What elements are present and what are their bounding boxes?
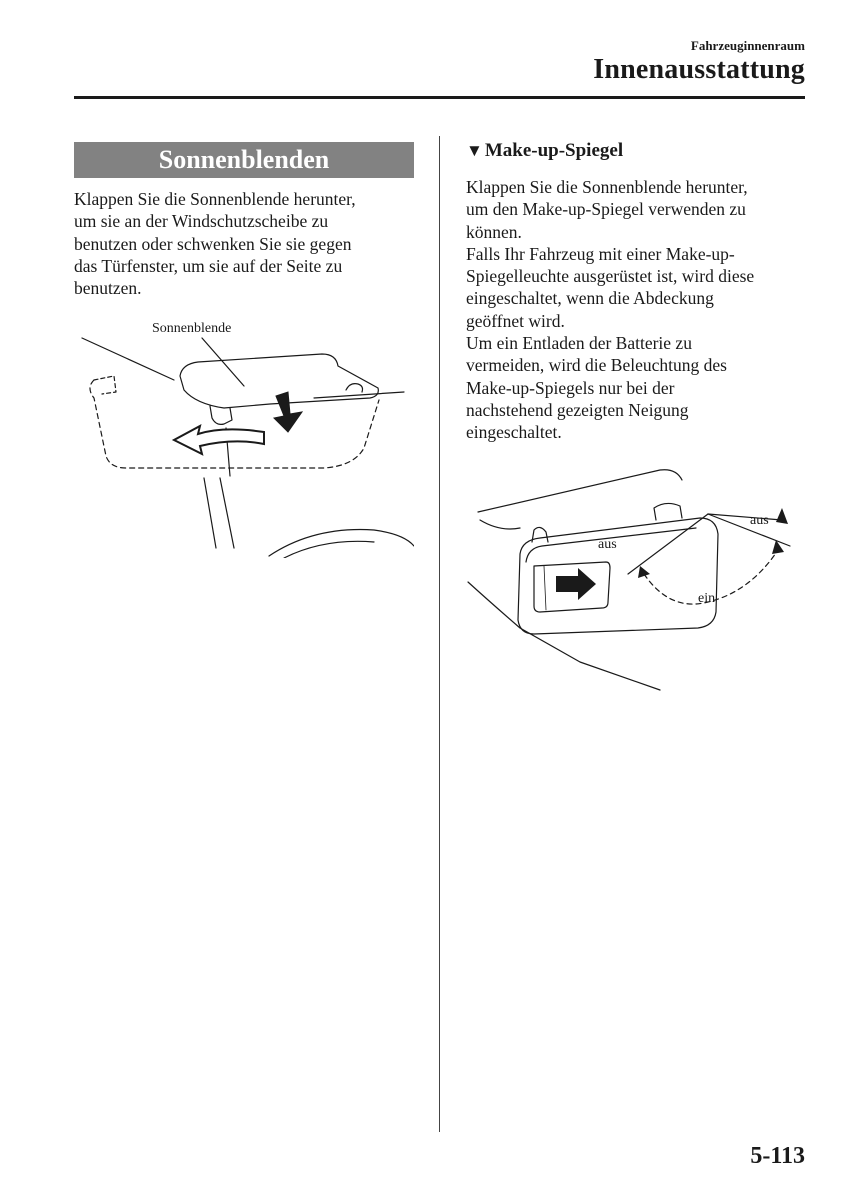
on-label: ein: [698, 591, 716, 606]
page-number: 5-113: [750, 1143, 805, 1169]
off-label-right: aus: [750, 513, 769, 528]
off-label-left: aus: [598, 537, 617, 552]
header-rule: [74, 96, 805, 99]
page-title: Innenausstattung: [593, 54, 805, 85]
column-divider: [439, 136, 440, 1132]
triangle-marker-icon: ▼: [466, 141, 483, 160]
subsection-heading-makeup-mirror: [466, 140, 623, 162]
section-heading-sonnenblenden: Sonnenblenden: [74, 142, 414, 178]
makeup-mirror-illustration: [460, 462, 810, 694]
sun-visor-paragraph: Klappen Sie die Sonnenblende herunter, um sie an der Windschutzscheibe zu benutzen oder schwenken Sie sie gegen das Türfenster, um sie auf der Seite zu benutzen.: [74, 189, 356, 299]
subsection-title: Make-up-Spiegel: [484, 140, 624, 161]
makeup-mirror-paragraph: Klappen Sie die Sonnenblende herunter, um den Make-up-Spiegel verwenden zu können. Falls Ihr Fahrzeug mit einer Make-up- Spiegelleuchte ausgerüstet ist, wird diese eingeschaltet, wenn die Abdeckung geöffnet wird. Um ein Entladen der Batterie zu vermeiden, wird die Beleuchtung des Make-up-Spiegels nur bei der nachstehend gezeigten Neigung eingeschaltet.: [466, 177, 755, 443]
sun-visor-label: Sonnenblende: [152, 321, 232, 336]
sun-visor-illustration: [74, 308, 414, 558]
chapter-label: Fahrzeuginnenraum: [690, 38, 805, 53]
